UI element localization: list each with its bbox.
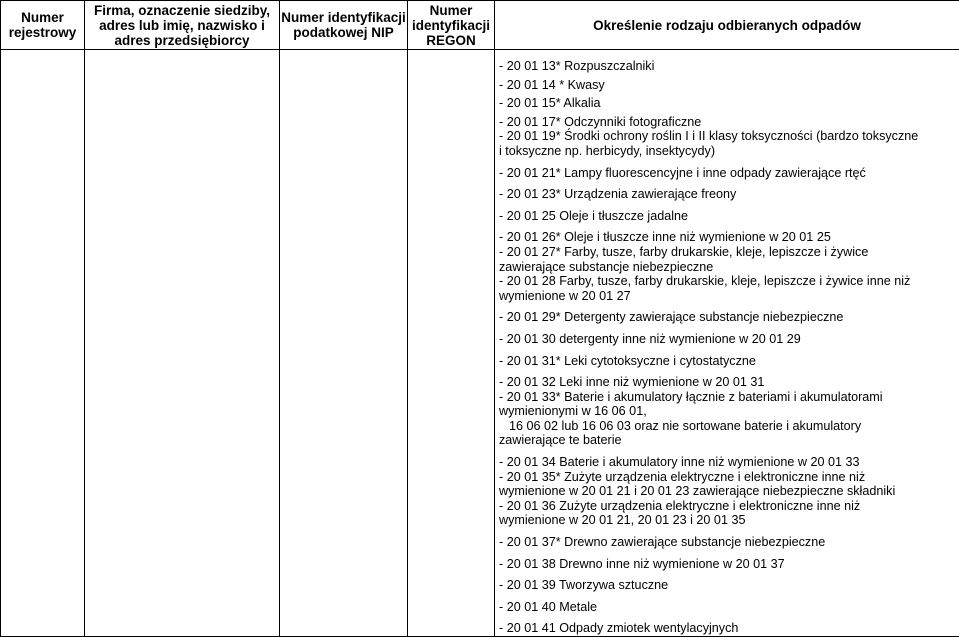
list-item: - 20 01 38 Drewno inne niż wymienione w 20 01 37 xyxy=(499,557,955,572)
header-waste-types: Określenie rodzaju odbieranych odpadów xyxy=(495,1,959,50)
list-item: - 20 01 30 detergenty inne niż wymienione w 20 01 29 xyxy=(499,332,955,347)
list-item: - 20 01 26* Oleje i tłuszcze inne niż wymienione w 20 01 25 xyxy=(499,230,955,245)
list-item: - 20 01 29* Detergenty zawierające substancje niebezpieczne xyxy=(499,310,955,325)
list-item: - 20 01 21* Lampy fluorescencyjne i inne odpady zawierające rtęć xyxy=(499,166,955,181)
list-item: wymienione w 20 01 21 i 20 01 23 zawierające niebezpieczne składniki xyxy=(499,484,955,499)
list-item: - 20 01 36 Zużyte urządzenia elektryczne i elektroniczne inne niż xyxy=(499,499,955,514)
list-item: - 20 01 23* Urządzenia zawierające freony xyxy=(499,187,955,202)
regon-cell xyxy=(408,50,495,637)
list-item: - 20 01 40 Metale xyxy=(499,600,955,615)
list-item: - 20 01 19* Środki ochrony roślin I i II klasy toksyczności (bardzo toksyczne xyxy=(499,129,955,144)
list-item: - 20 01 39 Tworzywa sztuczne xyxy=(499,578,955,593)
list-item: i toksyczne np. herbicydy, insektycydy) xyxy=(499,144,955,159)
list-item: - 20 01 28 Farby, tusze, farby drukarskie, kleje, lepiszcze i żywice inne niż xyxy=(499,274,955,289)
waste-types-cell xyxy=(495,50,959,637)
list-item: - 20 01 37* Drewno zawierające substancje niebezpieczne xyxy=(499,535,955,550)
list-item: - 20 01 41 Odpady zmiotek wentylacyjnych xyxy=(499,621,955,636)
list-item: zawierające substancje niebezpieczne xyxy=(499,260,955,275)
list-item: - 20 01 32 Leki inne niż wymienione w 20 01 31 xyxy=(499,375,955,390)
nip-cell xyxy=(280,50,408,637)
company-cell xyxy=(85,50,280,637)
list-item: - 20 01 34 Baterie i akumulatory inne niż wymienione w 20 01 33 xyxy=(499,455,955,470)
list-item: - 20 01 15* Alkalia xyxy=(499,96,955,111)
waste-list xyxy=(495,50,959,636)
header-nip: Numer identyfikacji podatkowej NIP xyxy=(280,1,408,50)
list-item: - 20 01 35* Zużyte urządzenia elektryczne i elektroniczne inne niż xyxy=(499,470,955,485)
list-item: - 20 01 27* Farby, tusze, farby drukarskie, kleje, lepiszcze i żywice xyxy=(499,245,955,260)
list-item: - 20 01 13* Rozpuszczalniki xyxy=(499,59,955,74)
list-item: - 20 01 31* Leki cytotoksyczne i cytostatyczne xyxy=(499,354,955,369)
list-item: wymienione w 20 01 27 xyxy=(499,289,955,304)
header-company: Firma, oznaczenie siedziby, adres lub imię, nazwisko i adres przedsiębiorcy xyxy=(85,1,280,50)
list-item: - 20 01 17* Odczynniki fotograficzne xyxy=(499,115,955,130)
header-regon: Numer identyfikacji REGON xyxy=(408,1,495,50)
list-item: zawierające te baterie xyxy=(499,433,955,448)
list-item: - 20 01 33* Baterie i akumulatory łącznie z bateriami i akumulatorami xyxy=(499,390,955,405)
list-item: wymienionymi w 16 06 01, xyxy=(499,404,955,419)
list-item: - 20 01 14 * Kwasy xyxy=(499,78,955,93)
header-row xyxy=(1,1,959,50)
body-row xyxy=(1,50,959,637)
list-item: wymienione w 20 01 21, 20 01 23 i 20 01 35 xyxy=(499,513,955,528)
header-register-number: Numer rejestrowy xyxy=(1,1,85,50)
list-item: - 20 01 25 Oleje i tłuszcze jadalne xyxy=(499,209,955,224)
list-item: 16 06 02 lub 16 06 03 oraz nie sortowane baterie i akumulatory xyxy=(499,419,955,434)
register-number-cell xyxy=(1,50,85,637)
